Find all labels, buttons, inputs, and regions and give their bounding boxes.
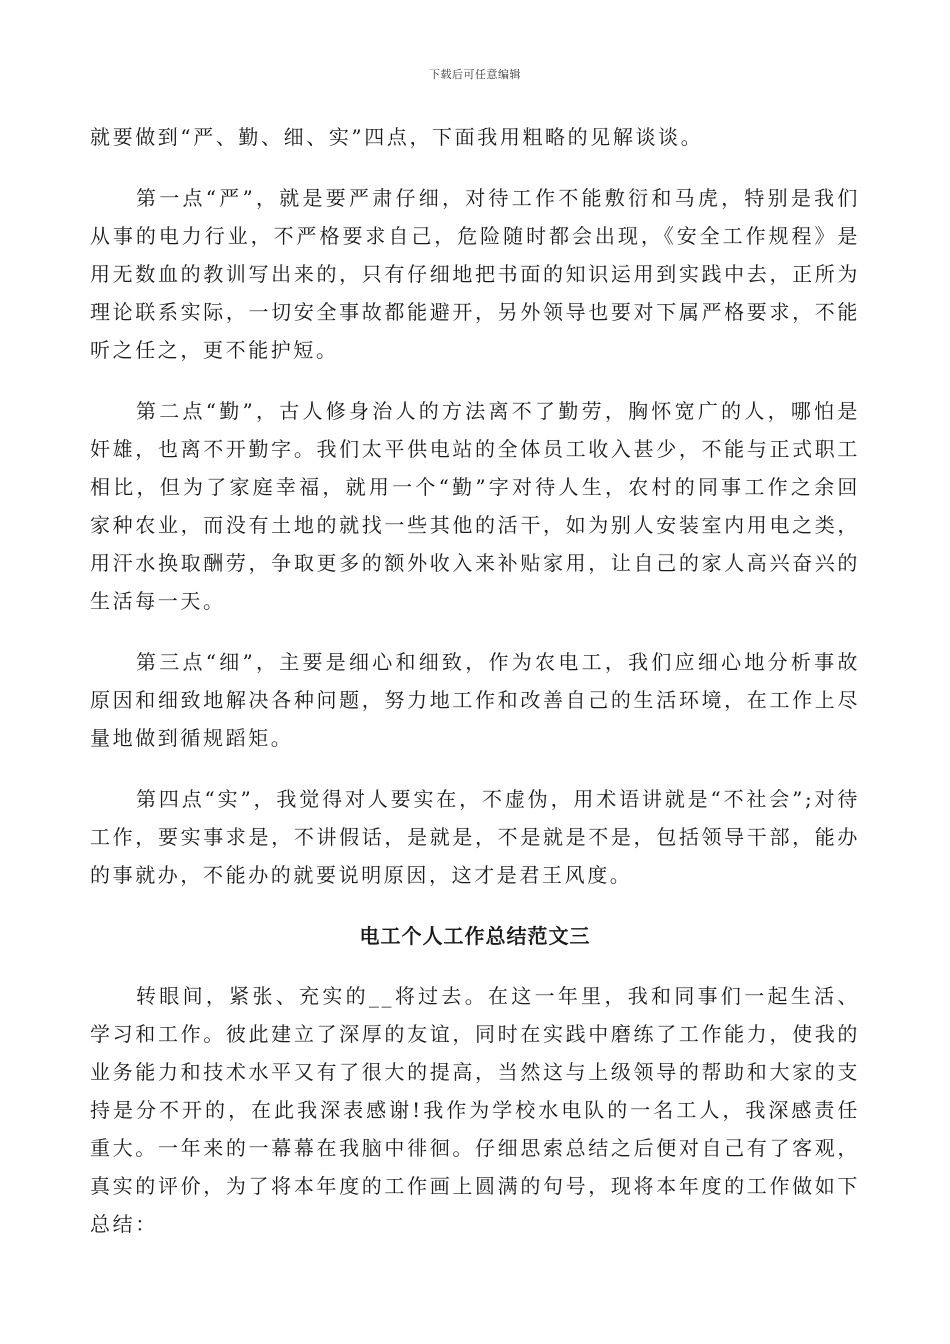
page-header: 下载后可任意编辑 bbox=[429, 68, 521, 81]
paragraph-yan: 第一点“严”，就是要严肃仔细，对待工作不能敷衍和马虎，特别是我们从事的电力行业，不严格要求自己，危险随时都会出现，《安全工作规程》是用无数血的教训写出来的，只有仔细地把书面的知识运用到实践中去，正所为理论联系实际，一切安全事故都能避开，另外领导也要对下属严格要求，不能听之任之，更不能护短。 bbox=[90, 186, 860, 362]
paragraph-section-three: 转眼间，紧张、充实的__将过去。在这一年里，我和同事们一起生活、学习和工作。彼此建立了深厚的友谊，同时在实践中磨练了工作能力，使我的业务能力和技术水平又有了很大的提高，当然这与上级领导的帮助和大家的支持是分不开的，在此我深表感谢!我作为学校水电队的一名工人，我深感责任重大。一年来的一幕幕在我脑中徘徊。仔细思索总结之后便对自己有了客观，真实的评价，为了将本年度的工作画上圆满的句号，现将本年度的工作做如下总结： bbox=[90, 984, 860, 1236]
document-body bbox=[90, 118, 860, 1266]
paragraph-shi: 第四点“实”，我觉得对人要实在，不虚伪，用术语讲就是“不社会”;对待工作，要实事求是，不讲假话，是就是，不是就是不是，包括领导干部，能办的事就办，不能办的就要说明原因，这才是君王风度。 bbox=[90, 787, 860, 887]
paragraph-xi: 第三点“细”，主要是细心和细致，作为农电工，我们应细心地分析事故原因和细致地解决各种问题，努力地工作和改善自己的生活环境，在工作上尽量地做到循规蹈矩。 bbox=[90, 650, 860, 750]
intro-paragraph: 就要做到“严、勤、细、实”四点，下面我用粗略的见解谈谈。 bbox=[90, 125, 704, 149]
paragraph-qin: 第二点“勤”，古人修身治人的方法离不了勤劳，胸怀宽广的人，哪怕是奸雄，也离不开勤字。我们太平供电站的全体员工收入甚少，不能与正式职工相比，但为了家庭幸福，就用一个“勤”字对待人生，农村的同事工作之余回家种农业，而没有土地的就找一些其他的活干，如为别人安装室内用电之类，用汗水换取酬劳，争取更多的额外收入来补贴家用，让自己的家人高兴奋兴的生活每一天。 bbox=[90, 399, 860, 613]
section-heading: 电工个人工作总结范文三 bbox=[359, 924, 591, 948]
